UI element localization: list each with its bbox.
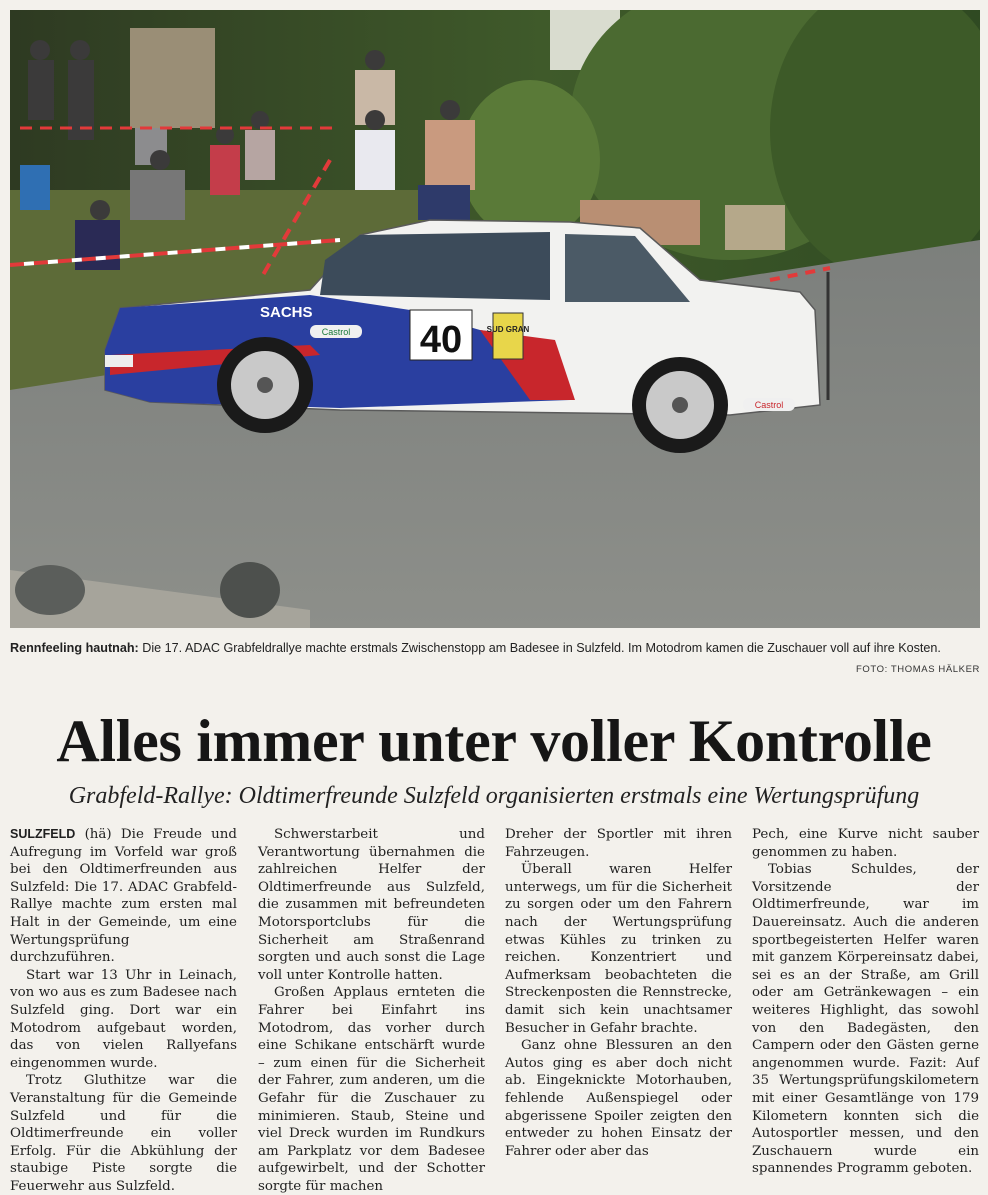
paragraph: Großen Applaus ernteten die Fahrer bei Einfahrt ins Motodrom, das vorher durch eine Schikane entschärft wurde – zum einen für die Sicherheit der Fahrer, zum anderen, um die Gefahr für die Zuschauer zu minimieren. Staub, Steine und viel Dreck wurden im Rundkurs am Parkplatz vor dem Badesee aufgewirbelt, und der Schotter sorgte für machen <box>258 985 485 1194</box>
article-column-4 <box>752 826 979 1178</box>
paragraph: Schwerstarbeit und Verantwortung übernahmen die zahlreichen Helfer der Oldtimerfreunde aus Sulzfeld, die zusammen mit befreundeten Motorsportclubs für die Sicherheit am Straßenrand sorgten und auch sonst die Lage voll unter Kontrolle hatten. <box>258 827 485 983</box>
paragraph: Ganz ohne Blessuren an den Autos ging es aber doch nicht ab. Eingeknickte Motorhauben, fehlende Außenspiegel oder abgerissene Spoiler zeigten den entweder zu hohen Einsatz der Fahrer oder aber das <box>505 1038 732 1159</box>
dateline: SULZFELD <box>10 827 76 841</box>
article-column-2 <box>258 826 485 1195</box>
headline: Alles immer unter voller Kontrolle <box>56 708 932 774</box>
sticker-text: SUD GRAN <box>486 325 530 334</box>
caption-text: Die 17. ADAC Grabfeldrallye machte erstmals Zwischenstopp am Badesee in Sulzfeld. Im Motodrom kamen die Zuschauer voll auf ihre Kosten. <box>138 641 941 655</box>
paragraph <box>10 826 237 967</box>
paragraph: Tobias Schuldes, der Vorsitzende der Oldtimerfreunde, war im Dauereinsatz. Auch die anderen sportbegeisterten Helfer waren mit ganzem Körpereinsatz dabei, sei es an der Straße, am Grill oder am Getränkewagen – ein weiteres Highlight, das sowohl von den Badegästen, den Campern oder den Gästen gerne angenommen wurde. Fazit: Auf 35 Wertungsprüfungskilometern mit einer Gesamtlänge von 179 Kilometern konnten sich die Autosportler messen, und den Zuschauern wurde ein spannendes Programm geboten. <box>752 862 979 1177</box>
paragraph: Start war 13 Uhr in Leinach, von wo aus es zum Badesee nach Sulzfeld ging. Dort war ein Motodrom aufgebaut worden, das von vielen Rallyefans eingenommen wurde. <box>10 967 237 1071</box>
sponsor-castrol-door: Castrol <box>321 327 351 337</box>
article-column-3 <box>505 826 732 1160</box>
rally-photo <box>10 10 980 628</box>
photo-caption <box>10 640 980 657</box>
paragraph: Überall waren Helfer unterwegs, um für die Sicherheit zu sorgen oder um den Fahrern nach der Wertungsprüfung etwas Kühles zu trinken zu reichen. Konzentriert und Aufmerksam beobachteten die Streckenposten die Rennstrecke, damit sich kein unachtsamer Besucher in Gefahr brachte. <box>505 862 732 1036</box>
paragraph: Trotz Gluthitze war die Veranstaltung für die Gemeinde Sulzfeld und für die Oldtimerfreunde ein voller Erfolg. Für die Abkühlung der staubige Piste sorgte die Feuerwehr aus Sulzfeld. <box>10 1073 237 1194</box>
paragraph-text: (hä) Die Freude und Aufregung im Vorfeld war groß bei den Oldtimerfreunden aus Sulzfeld: Die 17. ADAC Grabfeld-Rallye machte zum ersten mal Halt in der Gemeinde, um eine Wertungsprüfung durchzuführen. <box>10 827 237 966</box>
article-column-1 <box>10 826 237 1195</box>
sponsor-castrol-rear: Castrol <box>754 400 784 410</box>
paragraph: Pech, eine Kurve nicht sauber genommen zu haben. <box>752 827 979 860</box>
sponsor-sachs: SACHS <box>260 304 313 321</box>
photo-credit: FOTO: THOMAS HÄLKER <box>855 664 980 675</box>
paragraph: Dreher der Sportler mit ihren Fahrzeugen. <box>505 827 732 860</box>
car-number: 40 <box>419 319 463 361</box>
subheadline: Grabfeld-Rallye: Oldtimerfreunde Sulzfeld organisierten erstmals eine Wertungsprüfung <box>68 783 920 809</box>
caption-lead: Rennfeeling hautnah: <box>10 641 139 655</box>
